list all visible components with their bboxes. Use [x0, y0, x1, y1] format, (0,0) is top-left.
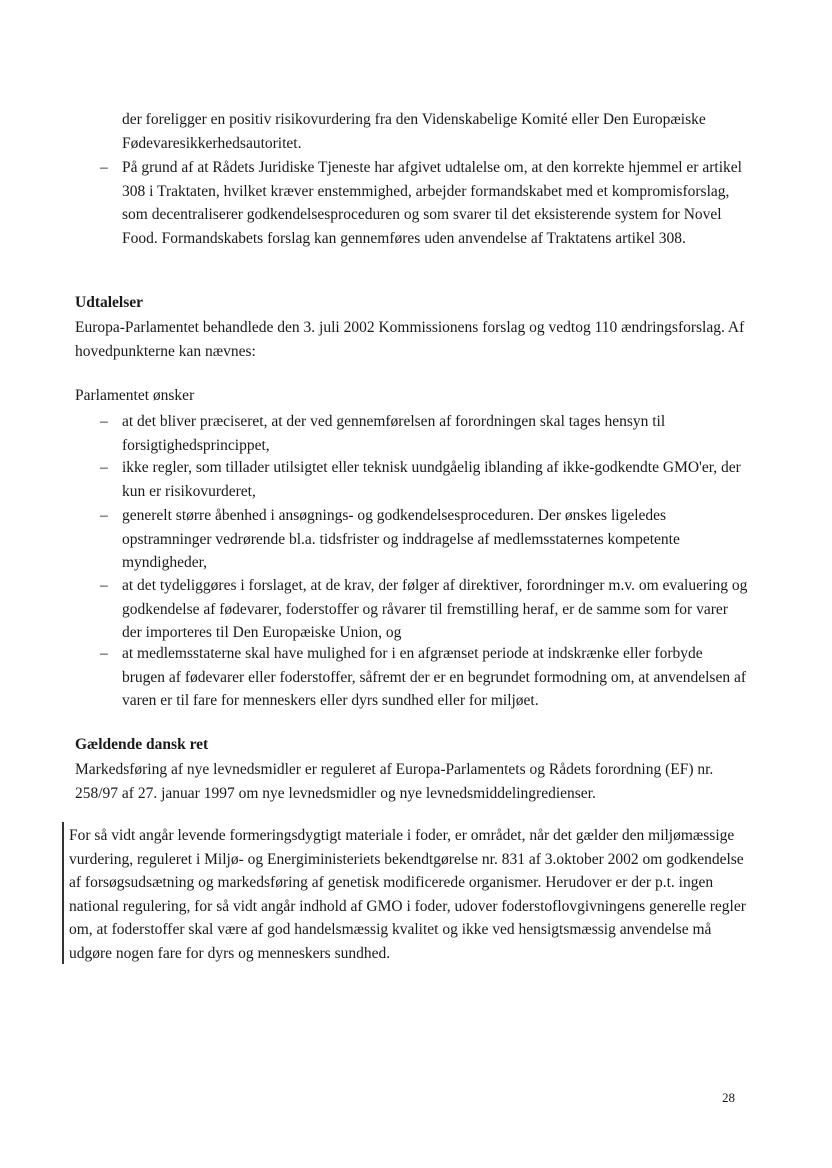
udtalelser-text: Europa-Parlamentet behandlede den 3. juli 2002 Kommissionens forslag og vedtog 110 ændringsforslag. Af hovedpunkterne kan nævnes: — [75, 319, 745, 360]
section-heading-gaeldende-dansk-ret: Gældende dansk ret — [75, 736, 209, 753]
udtalelser-list-intro: Parlamentet ønsker — [75, 387, 195, 404]
top-continuation-text: der foreligger en positiv risikovurdering fra den Videnskabelige Komité eller Den Europæiske Fødevaresikkerhedsautoritet. — [122, 111, 706, 152]
gaeldende-text-2: For så vidt angår levende formeringsdygtigt materiale i foder, er området, når det gælder den miljømæssige vurdering, reguleret i Miljø- og Energiministeriets bekendtgørelse nr. 831 af 3.oktober 2002 om godkendelse af forsøgsudsætning og markedsføring af genetisk modificerede organismer. Herudover er der p.t. ingen national regulering, for så vidt angår indhold af GMO i foder, udover foderstoflovgivningens generelle regler om, at foderstoffer skal være af god handelsmæssig kvalitet og ikke ved hensigtsmæssig anvendelse må udgøre nogen fare for dyrs og menneskers sundhed. — [69, 827, 746, 962]
bullet-dash: – — [100, 577, 108, 594]
udtalelser-bullet-5: at medlemsstaterne skal have mulighed for i en afgrænset periode at indskrænke eller forbyde brugen af fødevarer eller foderstoffer, såfremt der er en begrundet formodning om, at anvendelsen af varen er til fare for menneskers eller dyrs sundhed eller for miljøet. — [122, 645, 746, 709]
udtalelser-bullet-1: at det bliver præciseret, at der ved gennemførelsen af forordningen skal tages hensyn til forsigtighedsprincippet, — [122, 413, 666, 454]
intro-bullet-1: På grund af at Rådets Juridiske Tjeneste har afgivet udtalelse om, at den korrekte hjemmel er artikel 308 i Traktaten, hvilket kræver enstemmighed, arbejder formandskabet med et kompromisforslag, som decentraliserer godkendelsesproceduren og som svarer til det eksisterende system for Novel Food. Formandskabets forslag kan gennemføres uden anvendelse af Traktatens artikel 308. — [122, 159, 742, 247]
page-number: 28 — [722, 1090, 735, 1105]
bullet-dash: – — [100, 159, 108, 176]
gaeldende-text: Markedsføring af nye levnedsmidler er reguleret af Europa-Parlamentets og Rådets forordning (EF) nr. 258/97 af 27. januar 1997 om nye levnedsmidler og nye levnedsmiddelingredienser. — [75, 761, 714, 802]
bullet-dash: – — [100, 459, 108, 476]
bullet-dash: – — [100, 645, 108, 662]
bullet-dash: – — [100, 413, 108, 430]
bullet-dash: – — [100, 507, 108, 524]
udtalelser-bullet-3: generelt større åbenhed i ansøgnings- og godkendelsesproceduren. Der ønskes ligeledes opstramninger vedrørende bl.a. tidsfrister og inddragelse af medlemsstaternes kompetente myndigheder, — [122, 507, 680, 571]
udtalelser-bullet-4: at det tydeliggøres i forslaget, at de krav, der følger af direktiver, forordninger m.v. om evaluering og godkendelse af fødevarer, foderstoffer og råvarer til fremstilling heraf, er de samme som for varer der importeres til Den Europæiske Union, og — [122, 577, 748, 641]
udtalelser-bullet-2: ikke regler, som tillader utilsigtet eller teknisk uundgåelig iblanding af ikke-godkendte GMO'er, der kun er risikovurderet, — [122, 459, 741, 500]
change-bar — [62, 822, 64, 964]
section-heading-udtalelser: Udtalelser — [75, 294, 144, 311]
